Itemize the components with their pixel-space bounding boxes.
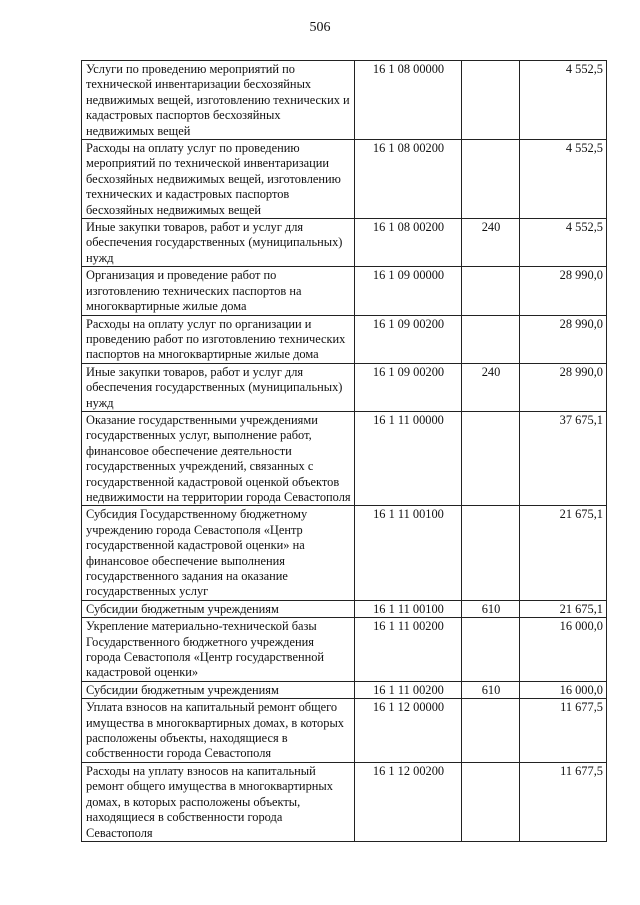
row-amount-cell: 28 990,0	[520, 363, 607, 411]
table-row	[82, 506, 607, 600]
row-expense-type-cell	[462, 61, 520, 140]
row-expense-type-cell	[462, 506, 520, 600]
row-name-cell: Оказание государственными учреждениями государственных услуг, выполнение работ, финансовое обеспечение деятельности государственных учреждений, связанных с государственной кадастровой оценкой объектов недвижимости на территории города Севастополя	[82, 411, 355, 505]
row-name-cell: Субсидии бюджетным учреждениям	[82, 600, 355, 617]
table-row	[82, 699, 607, 763]
row-expense-type-cell: 240	[462, 363, 520, 411]
row-code-cell: 16 1 11 00100	[355, 600, 462, 617]
row-name-cell: Расходы на уплату взносов на капитальный ремонт общего имущества в многоквартирных домах, в которых расположены объекты, находящиеся в собственности города Севастополя	[82, 762, 355, 841]
row-expense-type-cell	[462, 140, 520, 219]
row-expense-type-cell	[462, 411, 520, 505]
row-name-cell: Уплата взносов на капитальный ремонт общего имущества в многоквартирных домах, в которых расположены объекты, находящиеся в собственности города Севастополя	[82, 699, 355, 763]
row-expense-type-cell: 610	[462, 600, 520, 617]
row-amount-cell: 21 675,1	[520, 506, 607, 600]
row-expense-type-cell	[462, 618, 520, 682]
row-amount-cell: 4 552,5	[520, 140, 607, 219]
row-code-cell: 16 1 09 00200	[355, 363, 462, 411]
table-row	[82, 140, 607, 219]
table-row	[82, 267, 607, 315]
table-row	[82, 600, 607, 617]
budget-table	[81, 60, 607, 842]
row-amount-cell: 16 000,0	[520, 618, 607, 682]
row-code-cell: 16 1 11 00100	[355, 506, 462, 600]
row-name-cell: Организация и проведение работ по изготовлению технических паспортов на многоквартирные жилые дома	[82, 267, 355, 315]
table-row	[82, 618, 607, 682]
table-row	[82, 315, 607, 363]
row-name-cell: Иные закупки товаров, работ и услуг для обеспечения государственных (муниципальных) нужд	[82, 219, 355, 267]
row-name-cell: Расходы на оплату услуг по организации и проведению работ по изготовлению технических паспортов на многоквартирные жилые дома	[82, 315, 355, 363]
page-number: 506	[309, 20, 331, 35]
row-name-cell: Услуги по проведению мероприятий по технической инвентаризации бесхозяйных недвижимых вещей, изготовлению технических и кадастровых паспортов бесхозяйных недвижимых вещей	[82, 61, 355, 140]
row-code-cell: 16 1 08 00200	[355, 140, 462, 219]
row-amount-cell: 37 675,1	[520, 411, 607, 505]
row-code-cell: 16 1 08 00000	[355, 61, 462, 140]
row-amount-cell: 11 677,5	[520, 699, 607, 763]
row-name-cell: Субсидии бюджетным учреждениям	[82, 681, 355, 698]
row-amount-cell: 4 552,5	[520, 61, 607, 140]
row-expense-type-cell: 610	[462, 681, 520, 698]
row-amount-cell: 28 990,0	[520, 267, 607, 315]
row-expense-type-cell	[462, 762, 520, 841]
row-name-cell: Укрепление материально-технической базы Государственного бюджетного учреждения города Севастополя «Центр государственной кадастровой оценки»	[82, 618, 355, 682]
row-amount-cell: 16 000,0	[520, 681, 607, 698]
row-code-cell: 16 1 09 00200	[355, 315, 462, 363]
row-amount-cell: 21 675,1	[520, 600, 607, 617]
row-name-cell: Иные закупки товаров, работ и услуг для обеспечения государственных (муниципальных) нужд	[82, 363, 355, 411]
row-name-cell: Расходы на оплату услуг по проведению мероприятий по технической инвентаризации бесхозяйных недвижимых вещей, изготовлению технических и кадастровых паспортов бесхозяйных недвижимых вещей	[82, 140, 355, 219]
row-code-cell: 16 1 12 00000	[355, 699, 462, 763]
row-code-cell: 16 1 09 00000	[355, 267, 462, 315]
row-amount-cell: 28 990,0	[520, 315, 607, 363]
table-row	[82, 61, 607, 140]
table-row	[82, 681, 607, 698]
row-name-cell: Субсидия Государственному бюджетному учреждению города Севастополя «Центр государственной кадастровой оценки» на финансовое обеспечение выполнения государственного задания на оказание государственных услуг	[82, 506, 355, 600]
row-amount-cell: 11 677,5	[520, 762, 607, 841]
row-code-cell: 16 1 11 00200	[355, 618, 462, 682]
row-code-cell: 16 1 12 00200	[355, 762, 462, 841]
row-amount-cell: 4 552,5	[520, 219, 607, 267]
table-row	[82, 363, 607, 411]
row-expense-type-cell: 240	[462, 219, 520, 267]
budget-table-body	[82, 61, 607, 842]
table-row	[82, 411, 607, 505]
row-expense-type-cell	[462, 699, 520, 763]
row-code-cell: 16 1 11 00200	[355, 681, 462, 698]
table-row	[82, 219, 607, 267]
row-code-cell: 16 1 11 00000	[355, 411, 462, 505]
row-expense-type-cell	[462, 267, 520, 315]
table-row	[82, 762, 607, 841]
row-code-cell: 16 1 08 00200	[355, 219, 462, 267]
row-expense-type-cell	[462, 315, 520, 363]
